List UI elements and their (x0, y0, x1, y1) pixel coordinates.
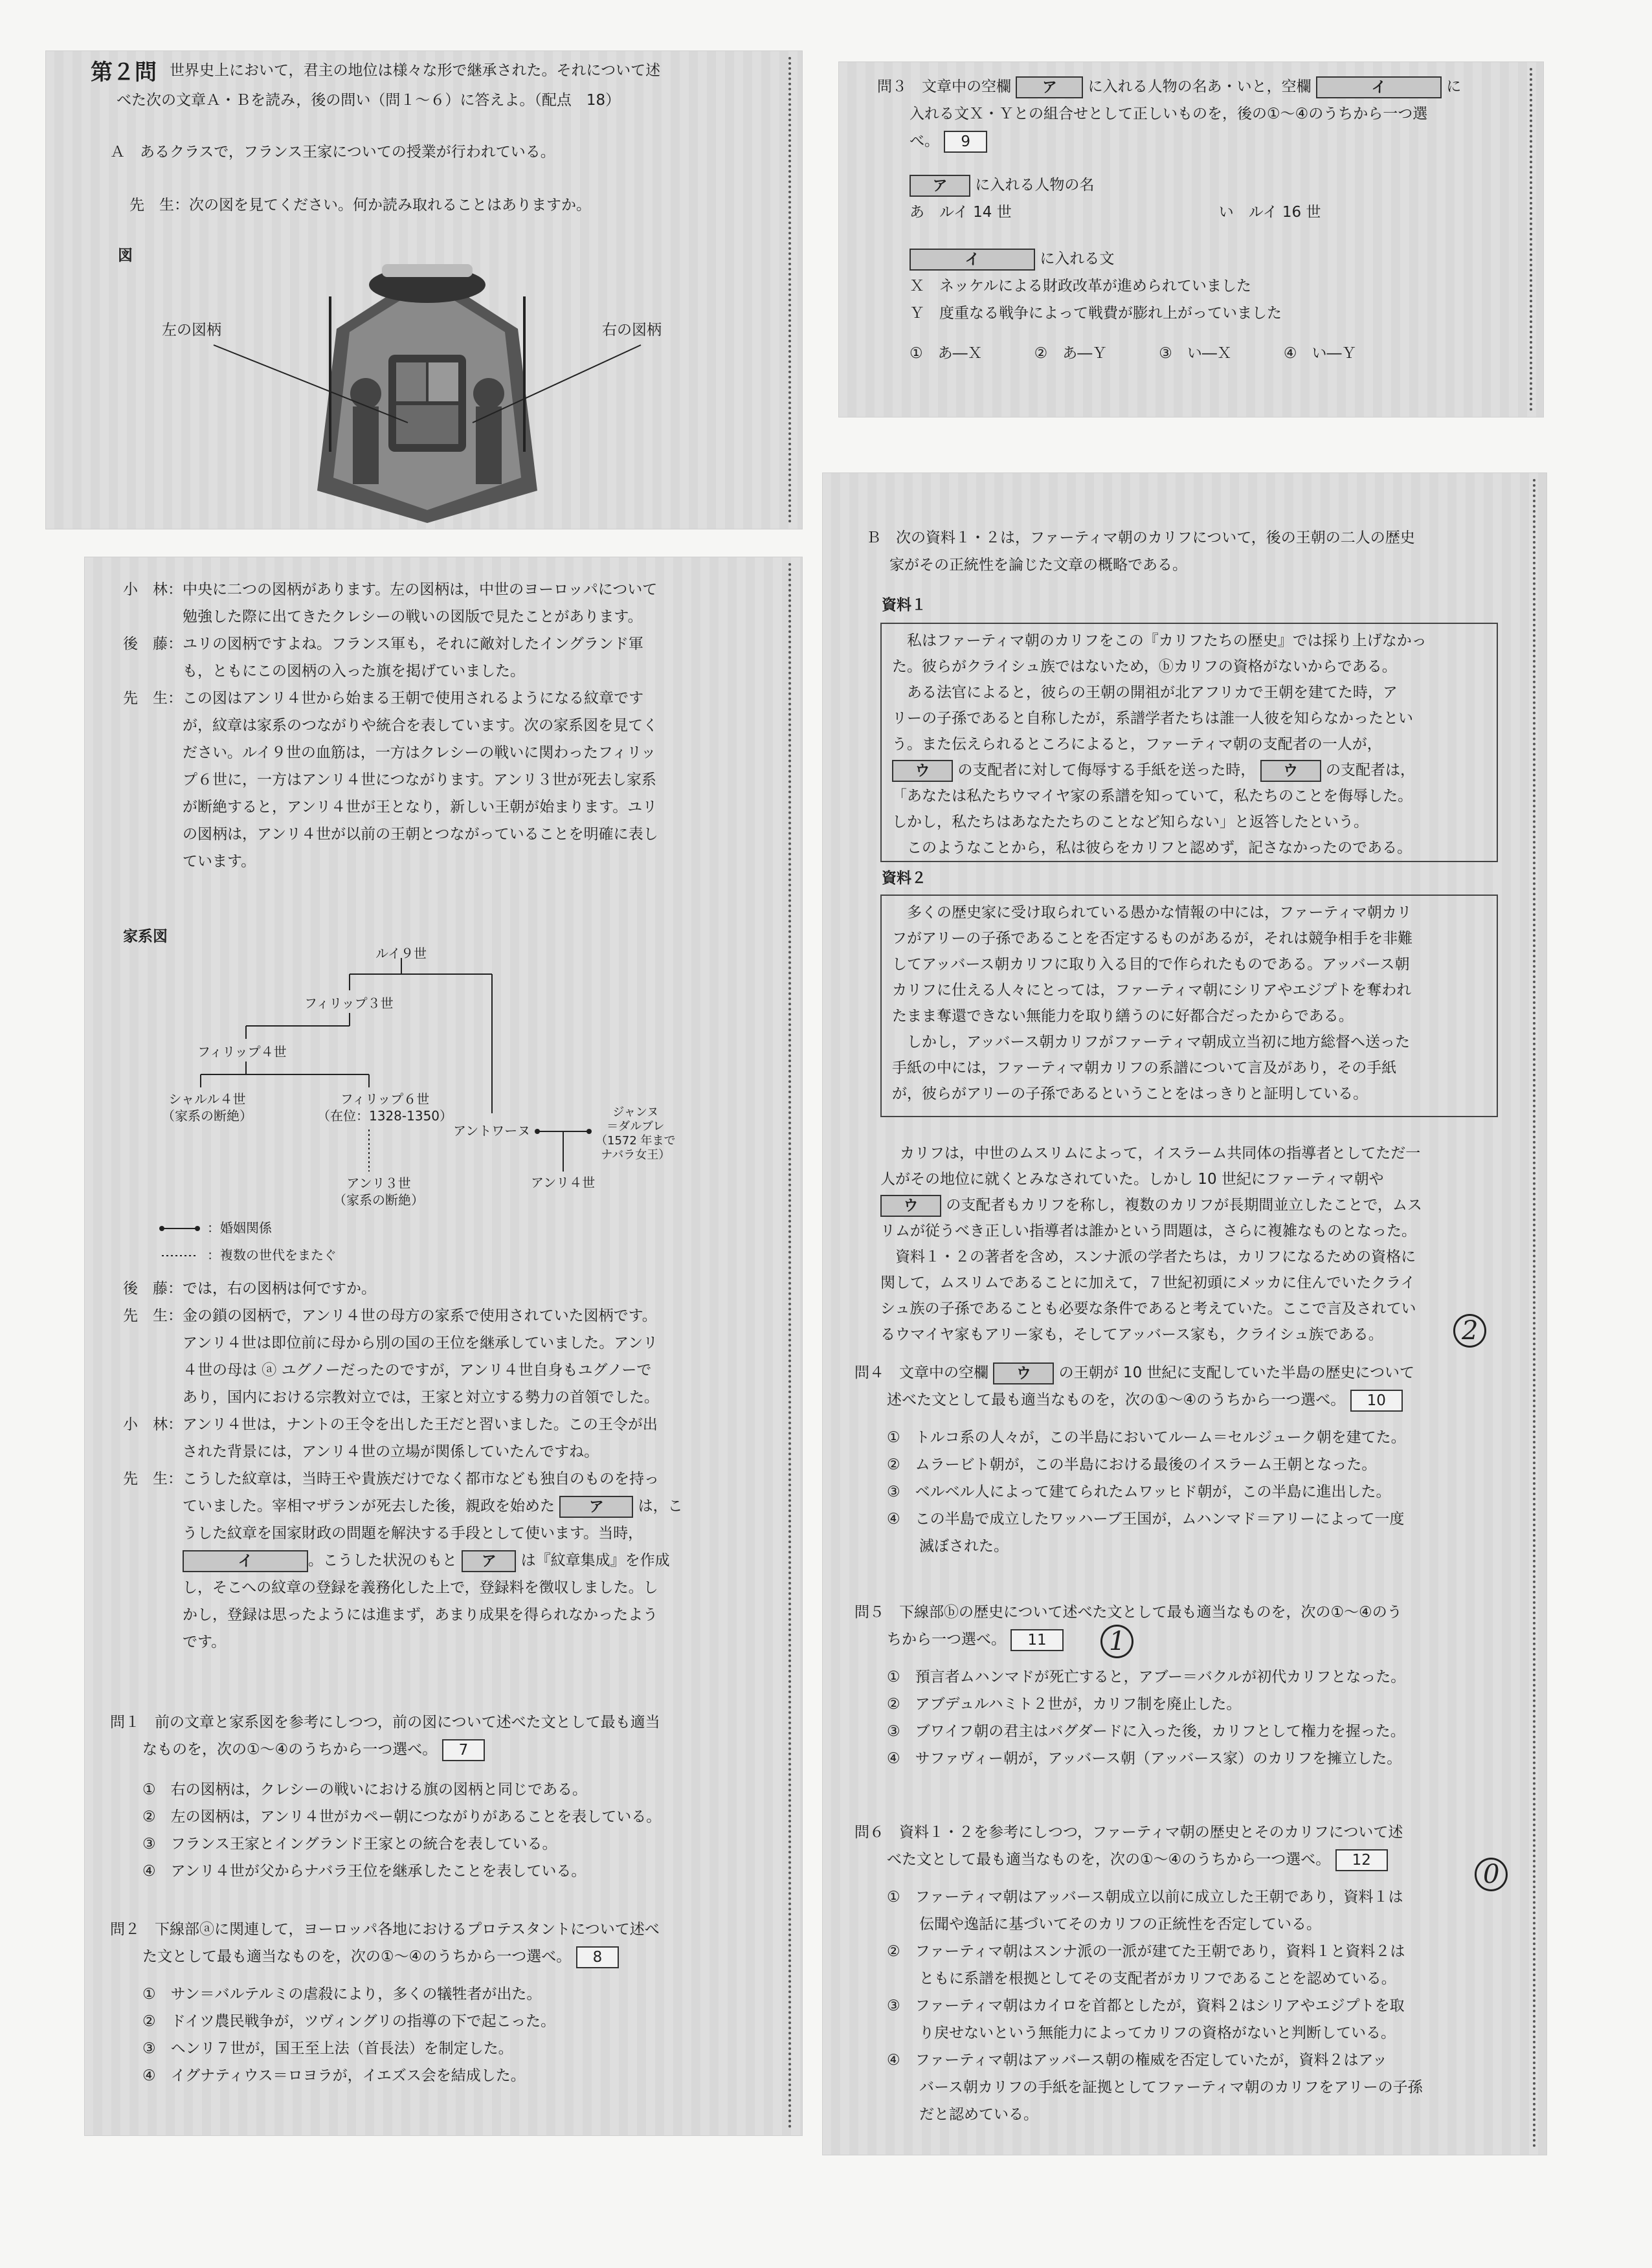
source-2-text: 多くの歴史家に受け取られている愚かな情報の中には，ファーティマ朝カリ フがアリーの子孫であることを否定するものがあるが，それは競争相手を非難 してアッバース朝カリフに取り入る目的で作られたものである。アッバース朝 カリフに仕える人々にとっては，ファーティマ朝にシリアやエジプトを奪われ たまま奪還できない無能力を取り繕うのに好都合だったからである。 しかし，アッバース朝カリフがファーティマ朝成立当初に地方総督へ送った 手紙の中には，ファーティマ朝カリフの系譜について言及があり，その手紙 が，彼らがアリーの子孫であるということをはっきりと証明している。 (892, 904, 1413, 1102)
tree-charles4: シャルル４世 （家系の断絶） (162, 1091, 252, 1124)
tree-jeanne: ジャンヌ ＝ダルブレ （1572 年まで ナバラ女王） (596, 1106, 676, 1162)
handwritten-answer: 2 (1453, 1314, 1486, 1348)
option: ④ イグナティウス＝ロヨラが，イエズス会を結成した。 (142, 2067, 526, 2084)
tree-philippe3: フィリップ３世 (304, 995, 394, 1011)
answer-number: 8 (576, 1946, 620, 1968)
legend-generations: ：複数の世代をまたぐ (207, 1247, 337, 1263)
option: ② ドイツ農民戦争が，ツヴィングリの指導の下で起こった。 (142, 2013, 556, 2030)
teacher-line: 先 生：次の図を見てください。何か読み取れることはありますか。 (129, 197, 591, 214)
option: ③ フランス王家とイングランド王家との統合を表している。 (142, 1836, 557, 1852)
blank-u: ウ (892, 760, 953, 782)
option: ① サン＝バルテルミの虐殺により，多くの犠牲者が出た。 (142, 1986, 542, 2003)
answer-number: 7 (442, 1739, 486, 1761)
explanation-text: カリフは，中世のムスリムによって，イスラーム共同体の指導者としてただ一 人がその地位に就くとみなされていた。しかし 10 世紀にファーティマ朝や ウ の支配者もカリフを称し，複数のカリフが長期間並立したことで，ムス リムが従うべき正しい指導者は誰かという問題は，さらに複雑なものとなった。 資料１・２の著者を含め，スンナ派の学者たちは，カリフになるための資格に 関して，ムスリムであることに加えて，７世紀初頭にメッカに住んでいたクライ シュ族の子孫であることも必要な条件であると考えていた。ここで言及されてい るウマイヤ家もアリー家も，そしてアッバース家も，クライシュ族である。 (880, 1145, 1422, 1343)
option: ① 預言者ムハンマドが死亡すると，アブー＝バクルが初代カリフとなった。 (887, 1669, 1406, 1685)
option: ② ムラービト朝が，この半島における最後のイスラーム王朝となった。 (887, 1456, 1377, 1473)
blank-a: ア (910, 175, 970, 197)
figure-label: 図 (118, 247, 133, 264)
answer-number: 12 (1335, 1849, 1388, 1871)
tree-henri4: アンリ４世 (531, 1175, 596, 1190)
right-pattern-label: 右の図柄 (602, 322, 662, 339)
family-tree-label: 家系図 (123, 928, 168, 945)
blank-a: ア (559, 1496, 633, 1518)
cut-line (1533, 479, 1535, 2149)
option: ② 左の図柄は，アンリ４世がカペー朝につながりがあることを表している。 (142, 1808, 662, 1825)
tree-antoine: アントワーヌ (453, 1123, 531, 1139)
family-tree-lines (84, 557, 803, 1269)
option: ③ ファーティマ朝はカイロを首都としたが，資料２はシリアやエジプトを取 (887, 1997, 1405, 2014)
question-3: 問３ 文章中の空欄 ア に入れる人物の名あ・いと，空欄 イ に 入れる文Ｘ・Ｙとの組合せとして正しいものを，後の①〜④のうちから一つ選 べ。 9 ア に入れる人物の名 あ ルイ 14 世 い ルイ 16 世 イ に入れる文 Ｘ ネッケルによる財政改革が進められていました Ｙ 度重なる戦争によって戦費が膨れ上がっていました ① あ―Ｘ ② あ―Ｙ ③ い―Ｘ ④ い―Ｙ (877, 73, 1531, 367)
handwritten-answer: 1 (1100, 1625, 1133, 1658)
dialogue-block-2: 後 藤：では，右の図柄は何ですか。 先 生：金の鎖の図柄で，アンリ４世の母方の家系で使用されていた図柄です。 アンリ４世は即位前に母から別の国の王位を継承していました。アンリ ４世の母は ⓐ ユグノーだったのですが，アンリ４世自身もユグノーで あり，国内における宗教対立では，王家と対立する勢力の首領でした。 小 林：アンリ４世は，ナントの王令を出した王だと習いました。この王令が出 された背景には，アンリ４世の立場が関係していたんですね。 先 生：こうした紋章は，当時王や貴族だけでなく都市なども独自のものを持っ ていました。宰相マザランが死去した後，親政を始めた ア は，こ うした紋章を国家財政の問題を解決する手段として使います。当時， イ 。こうした状況のもと ア は『紋章集成』を作成 し，そこへの紋章の登録を義務化した上で，登録料を徴収しました。し かし，登録は思ったようには進まず，あまり成果を得られなかったよう です。 (123, 1280, 683, 1651)
option: ① あ―Ｘ (910, 345, 983, 362)
section-b-lead: Ｂ 次の資料１・２は，ファーティマ朝のカリフについて，後の王朝の二人の歴史 家がその正統性を論じた文章の概略である。 (866, 529, 1415, 573)
blank-i: イ (910, 249, 1035, 271)
question-4: 問４ 文章中の空欄 ウ の王朝が 10 世紀に支配していた半島の歴史について 述べた文として最も適当なものを，次の①〜④のうちから一つ選べ。 10 ① トルコ系の人々が，この半島においてルーム＝セルジューク朝を建てた。 ② ムラービト朝が，この半島における最後のイスラーム王朝となった。 ③ ベルベル人によって建てられたムワッヒド朝が，この半島に進出した。 ④ この半島で成立したワッハーブ王国が，ムハンマド＝アリーによって一度 滅ぼされた。 (854, 1359, 1528, 1560)
section-a-lead: Ａ あるクラスで，フランス王家についての授業が行われている。 (110, 144, 555, 161)
blank-i: イ (183, 1550, 308, 1572)
blank-u: ウ (1260, 760, 1321, 782)
answer-number: 11 (1010, 1629, 1063, 1651)
option: ④ サファヴィー朝が，アッバース朝（アッバース家）のカリフを擁立した。 (887, 1750, 1402, 1767)
option: ③ ヘンリ７世が，国王至上法（首長法）を制定した。 (142, 2040, 513, 2057)
blank-a: ア (462, 1550, 516, 1572)
option: ④ この半島で成立したワッハーブ王国が，ムハンマド＝アリーによって一度 (887, 1511, 1405, 1528)
blank-u: ウ (880, 1195, 941, 1217)
intro-line: べた次の文章Ａ・Ｂを読み，後の問い（問１〜６）に答えよ。（配点 18） (117, 92, 621, 109)
tree-louis9: ルイ９世 (375, 946, 427, 961)
option: ① トルコ系の人々が，この半島においてルーム＝セルジューク朝を建てた。 (887, 1429, 1406, 1446)
option: ③ ブワイフ朝の君主はバグダードに入った後，カリフとして権力を握った。 (887, 1723, 1405, 1740)
option: ① 右の図柄は，クレシーの戦いにおける旗の図柄と同じである。 (142, 1781, 588, 1798)
question-1: 問１ 前の文章と家系図を参考にしつつ，前の図について述べた文として最も適当 なものを，次の①〜④のうちから一つ選べ。 7 ① 右の図柄は，クレシーの戦いにおける旗の図柄と同じである。 ② 左の図柄は，アンリ４世がカペー朝につながりがあることを表している。 ③ フランス王家とイングランド王家との統合を表している。 ④ アンリ４世が父からナバラ王位を継承したことを表している。 (110, 1709, 783, 1885)
blank-a: ア (1016, 76, 1083, 98)
option: ④ アンリ４世が父からナバラ王位を継承したことを表している。 (142, 1863, 586, 1880)
option: ② ファーティマ朝はスンナ派の一派が建てた王朝であり，資料１と資料２は (887, 1943, 1405, 1960)
option: ② アブデュルハミト２世が，カリフ制を廃止した。 (887, 1696, 1242, 1713)
question-5: 問５ 下線部ⓑの歴史について述べた文として最も適当なものを，次の①〜④のう ちから一つ選べ。 11 ① 預言者ムハンマドが死亡すると，アブー＝バクルが初代カリフとなった。 ② アブデュルハミト２世が，カリフ制を廃止した。 ③ ブワイフ朝の君主はバグダードに入った後，カリフとして権力を握った。 ④ サファヴィー朝が，アッバース朝（アッバース家）のカリフを擁立した。 (854, 1599, 1528, 1772)
clip-section-b (822, 472, 1547, 2155)
handwritten-answer: 0 (1475, 1858, 1508, 1891)
question-6: 問６ 資料１・２を参考にしつつ，ファーティマ朝の歴史とそのカリフについて述 べた文として最も適当なものを，次の①〜④のうちから一つ選べ。 12 ① ファーティマ朝はアッバース朝成立以前に成立した王朝であり，資料１は 伝聞や逸話に基づいてそのカリフの正統性を否定している。 ② ファーティマ朝はスンナ派の一派が建てた王朝であり，資料１と資料２は ともに系譜を根拠としてその支配者がカリフであることを認めている。 ③ ファーティマ朝はカイロを首都としたが，資料２はシリアやエジプトを取 り戻せないという無能力によってカリフの資格がないと判断している。 ④ ファーティマ朝はアッバース朝の権威を否定していたが，資料２はアッ バース朝カリフの手紙を証拠としてファーティマ朝のカリフをアリーの子孫 だと認めている。 (854, 1819, 1528, 2128)
tree-philippe4: フィリップ４世 (197, 1044, 287, 1060)
source-1-text: 私はファーティマ朝のカリフをこの『カリフたちの歴史』では採り上げなかっ た。彼らがクライシュ族ではないため，ⓑカリフの資格がないからである。 ある法官によると，彼らの王朝の開祖が北アフリカで王朝を建てた時，ア リーの子孫であると自称したが，系譜学者たちは誰一人彼を知らなかったとい う。また伝えられるところによると，ファーティマ朝の支配者の一人が， ウ の支配者に対して侮辱する手紙を送った時， ウ の支配者は， 「あなたは私たちウマイヤ家の系譜を知っていて，私たちのことを侮辱した。 しかし，私たちはあなたたちのことなど知らない」と返答したという。 このようなことから，私は彼らをカリフと認めず，記さなかったのである。 (892, 632, 1427, 856)
clip-dialogue (84, 557, 803, 2136)
option: ② あ―Ｙ (1034, 345, 1108, 362)
left-pattern-label: 左の図柄 (162, 322, 221, 339)
tree-henri3: アンリ３世 （家系の断絶） (333, 1175, 424, 1208)
blank-i: イ (1316, 76, 1442, 98)
question-2: 問２ 下線部ⓐに関連して，ヨーロッパ各地におけるプロテスタントについて述べ た文として最も適当なものを，次の①〜④のうちから一つ選べ。 8 ① サン＝バルテルミの虐殺により，多くの犠牲者が出た。 ② ドイツ農民戦争が，ツヴィングリの指導の下で起こった。 ③ ヘンリ７世が，国王至上法（首長法）を制定した。 ④ イグナティウス＝ロヨラが，イエズス会を結成した。 (110, 1916, 783, 2089)
option: ① ファーティマ朝はアッバース朝成立以前に成立した王朝であり，資料１は (887, 1889, 1403, 1906)
answer-number: 9 (944, 131, 987, 153)
legend-marriage: ：婚姻関係 (207, 1220, 272, 1236)
intro-line: 世界史上において，君主の地位は様々な形で継承された。それについて述 (170, 62, 661, 79)
blank-u: ウ (993, 1362, 1054, 1384)
option: ③ い―Ｘ (1159, 345, 1232, 362)
clip-q3 (838, 61, 1544, 417)
pointer-lines (45, 50, 803, 529)
option: ③ ベルベル人によって建てられたムワッヒド朝が，この半島に進出した。 (887, 1484, 1391, 1500)
dialogue-block: 小 林：中央に二つの図柄があります。左の図柄は，中世のヨーロッパについて 勉強した際に出てきたクレシーの戦いの図版で見たことがあります。 後 藤：ユリの図柄ですよね。フランス軍も，それに敵対したイングランド軍 も，ともにこの図柄の入った旗を掲げていました。 先 生：この図はアンリ４世から始まる王朝で使用されるようになる紋章です が，紋章は家系のつながりや統合を表しています。次の家系図を見てく ださい。ルイ９世の血筋は，一方はクレシーの戦いに関わったフィリッ プ６世に，一方はアンリ４世につながります。アンリ３世が死去し家系 が断絶すると，アンリ４世が王となり，新しい王朝が始まります。ユリ の図柄は，アンリ４世が以前の王朝とつながっていることを明確に表し ています。 (123, 581, 658, 870)
source-2-label: 資料２ (882, 870, 926, 887)
tree-philippe6: フィリップ６世 （在位：1328-1350） (317, 1091, 453, 1124)
clip-header (45, 50, 803, 529)
option: ④ ファーティマ朝はアッバース朝の権威を否定していたが，資料２はアッ (887, 2052, 1387, 2069)
option: ④ い―Ｙ (1283, 345, 1357, 362)
question-title: 第２問 (91, 60, 157, 85)
answer-number: 10 (1350, 1390, 1403, 1412)
source-1-label: 資料１ (882, 597, 926, 614)
